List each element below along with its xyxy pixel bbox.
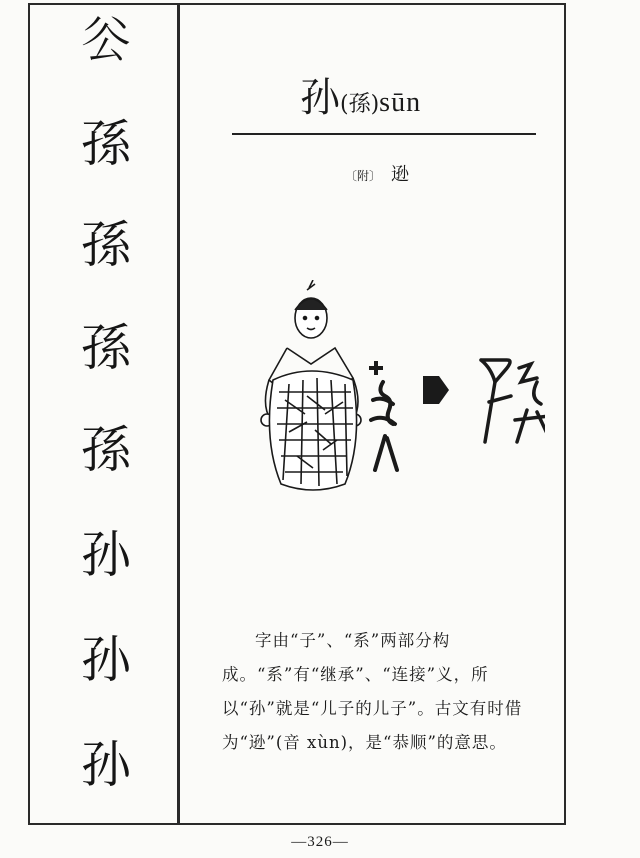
title-character: 孙 — [300, 75, 340, 121]
illustration — [245, 280, 545, 500]
appendix-line — [345, 160, 409, 186]
seal-character-sun — [481, 360, 545, 442]
arrow-icon — [423, 376, 449, 404]
bronze-script: 孫 — [81, 115, 127, 173]
plus-sign — [369, 361, 383, 375]
appendix-word: 逊 — [391, 164, 410, 185]
regular-script: 孫 — [81, 421, 127, 479]
silk-radical-glyph — [371, 382, 397, 470]
clerical-script: 孫 — [81, 319, 127, 377]
page-number: —326— — [291, 834, 349, 850]
modern-script: 孙 — [81, 736, 127, 794]
cursive-script: 孙 — [81, 526, 127, 584]
title-pinyin: sūn — [379, 87, 422, 118]
entry-title — [300, 66, 421, 123]
oracle-bone-script: 𠫥 — [81, 11, 127, 69]
explanation-text: 字由“子”、“系”两部分构成。“系”有“继承”、“连接”义，所以“孙”就是“儿子的儿子”。古文有时借为“逊”(音 xùn)，是“恭顺”的意思。 — [222, 631, 523, 752]
title-traditional: (孫) — [340, 92, 380, 117]
title-divider — [232, 133, 536, 135]
child-in-basket-drawing — [261, 280, 361, 490]
appendix-tag: 〔附〕 — [345, 169, 382, 183]
running-script: 孙 — [81, 631, 127, 689]
seal-script: 孫 — [81, 216, 127, 274]
